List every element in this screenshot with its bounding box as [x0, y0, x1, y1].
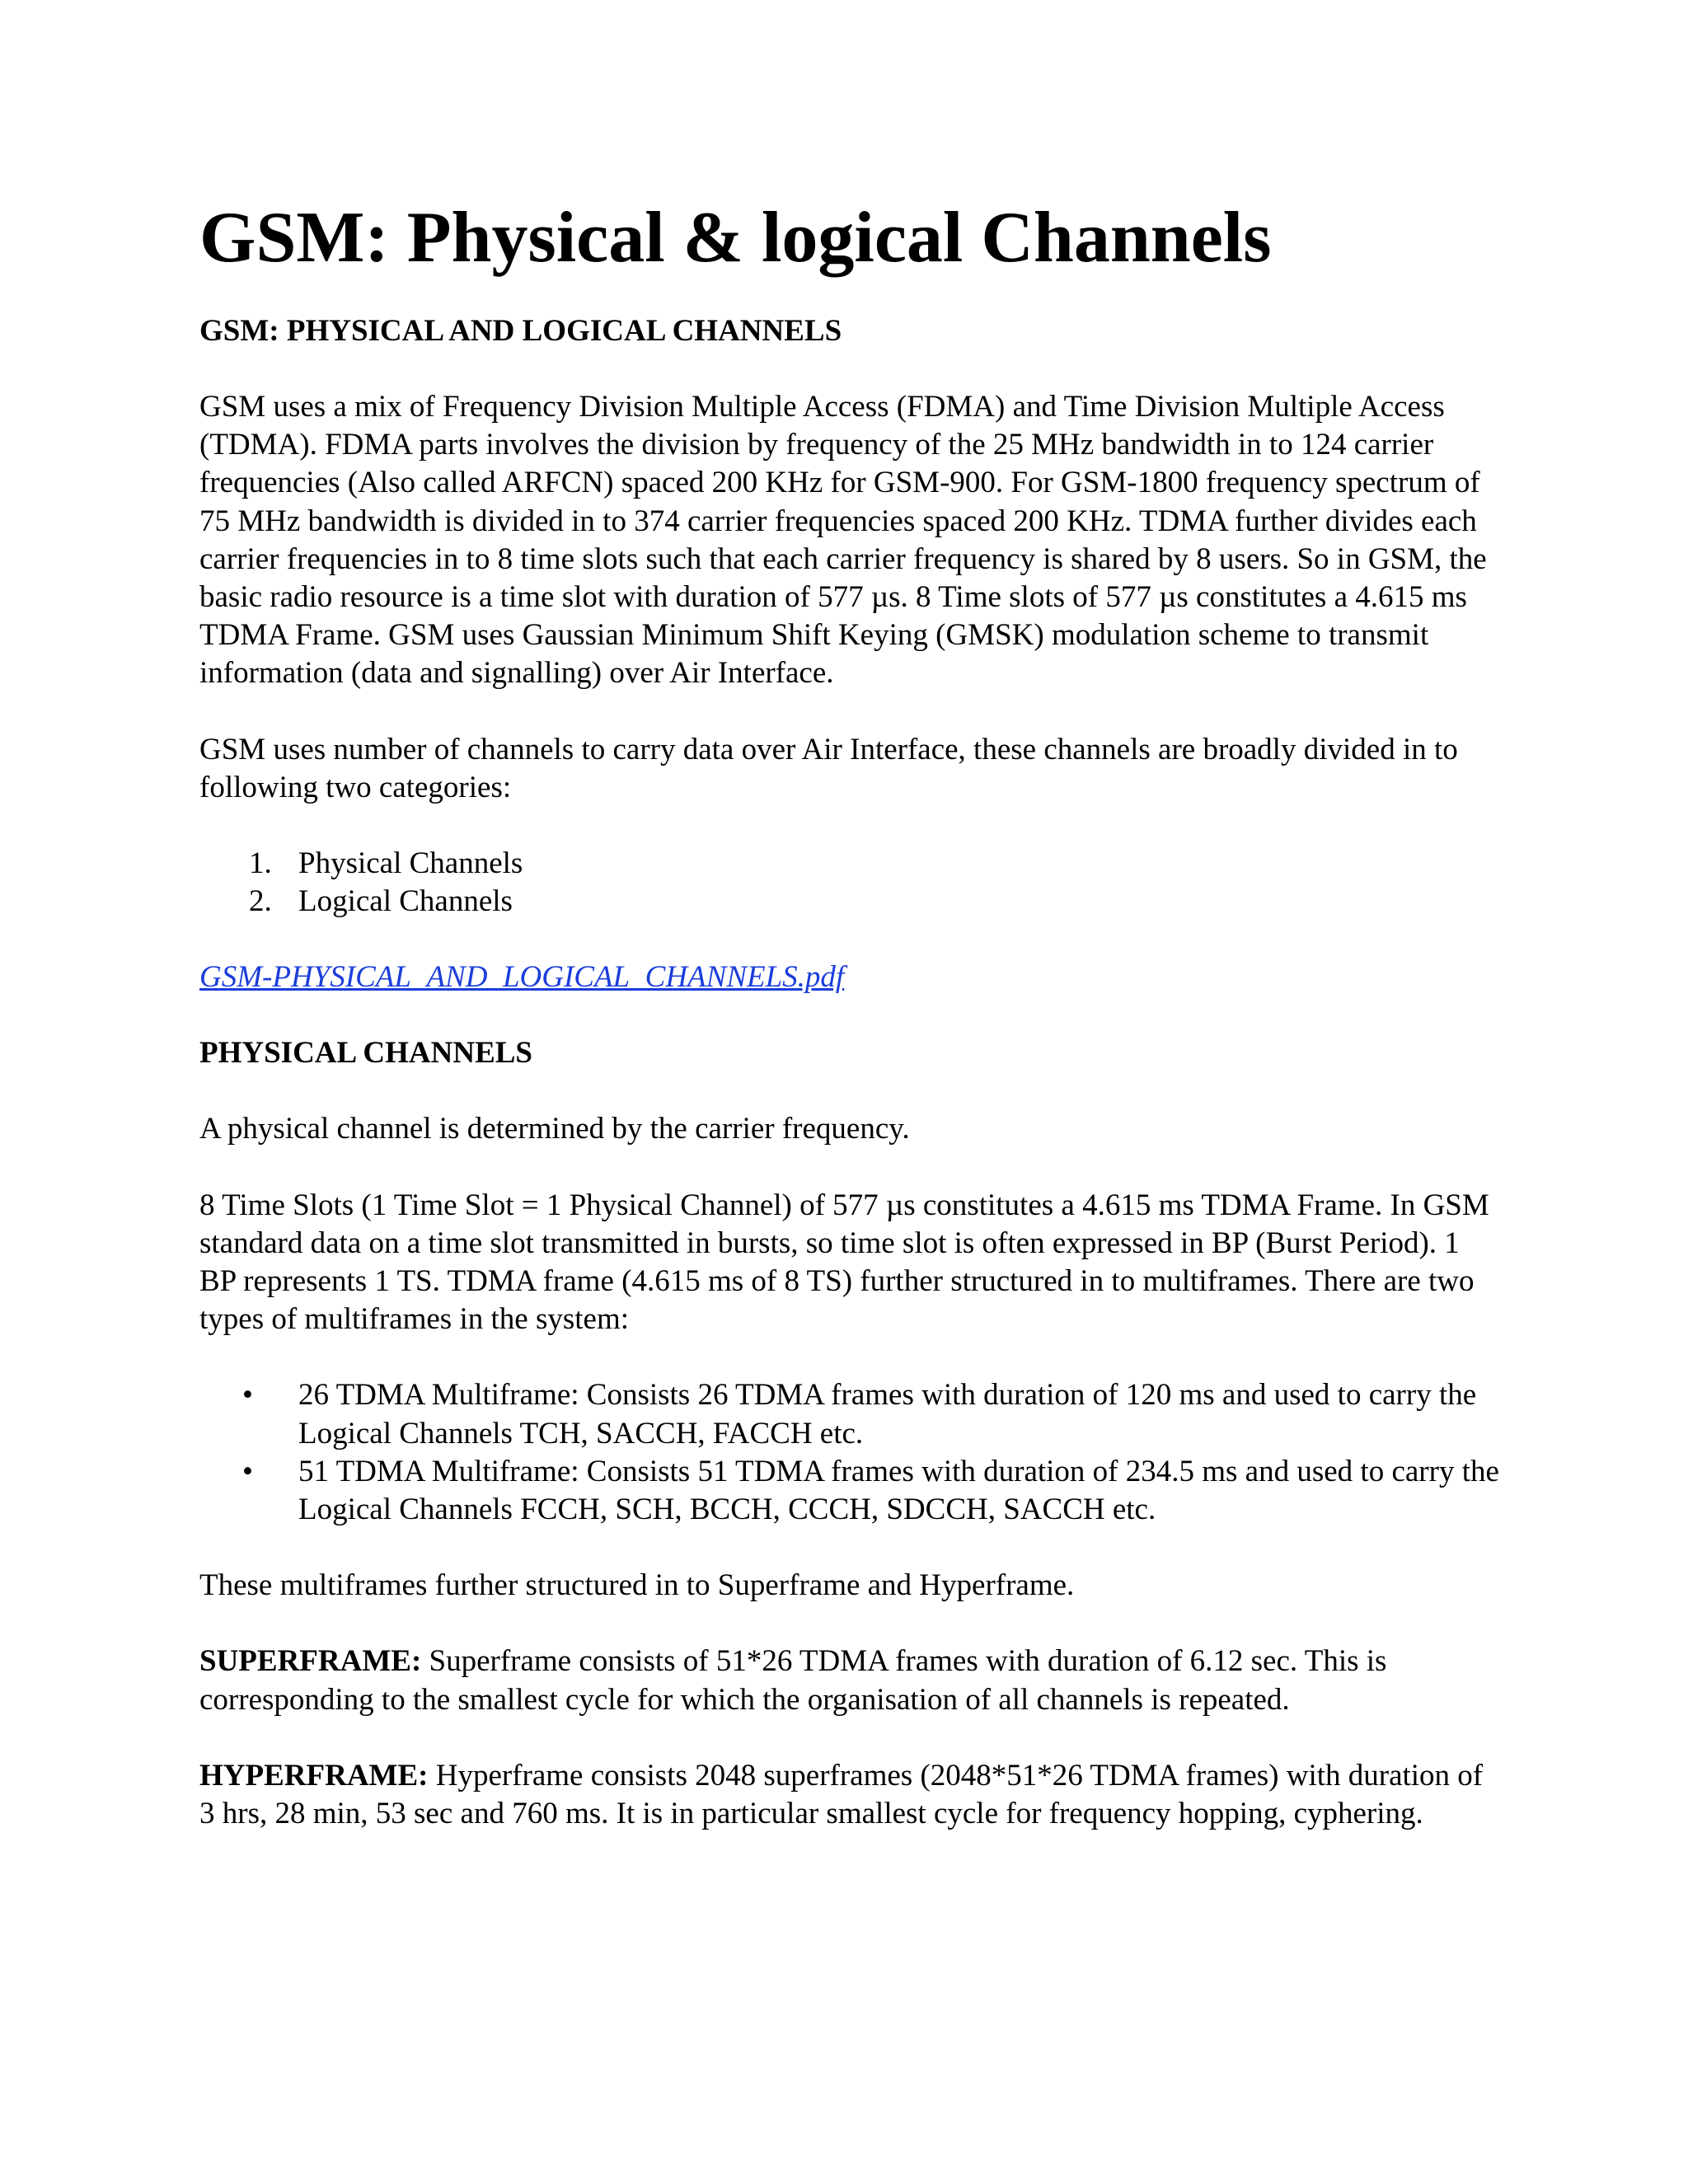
list-item — [199, 1453, 1502, 1529]
document-body — [199, 194, 1502, 1871]
hyperframe-paragraph — [199, 1757, 1502, 1833]
list-item — [199, 845, 1502, 883]
list-item — [199, 1376, 1502, 1452]
hyperframe-text: Hyperframe consists 2048 superframes (2048*51*26 TDMA frames) with duration of 3 hrs, 28 min, 53 sec and 760 ms. It is in particular smallest cycle for frequency hopping, cyphering. — [199, 1758, 1484, 1831]
bullet-icon: • — [242, 1454, 253, 1488]
list-item-label: Physical Channels — [298, 846, 523, 881]
list-number: 2. — [249, 884, 272, 919]
multiframe-list — [199, 1376, 1502, 1529]
hyperframe-label: HYPERFRAME: — [199, 1758, 429, 1793]
list-item — [199, 883, 1502, 921]
list-item-text: 51 TDMA Multiframe: Consists 51 TDMA frames with duration of 234.5 ms and used to carry the Logical Channels FCCH, SCH, BCCH, CCCH, SDCCH, SACCH etc. — [298, 1454, 1499, 1527]
channel-categories-list — [199, 845, 1502, 921]
page-title: GSM: Physical & logical Channels — [199, 198, 1272, 278]
timeslot-paragraph: 8 Time Slots (1 Time Slot = 1 Physical Channel) of 577 µs constitutes a 4.615 ms TDMA Frame. In GSM standard data on a time slot transmitted in bursts, so time slot is often expressed in BP (Burst Period). 1 BP represents 1 TS. TDMA frame (4.615 ms of 8 TS) further structured in to multiframes. There are two types of multiframes in the system: — [199, 1188, 1489, 1337]
channels-paragraph: GSM uses number of channels to carry data over Air Interface, these channels are broadly divided in to following two categories: — [199, 732, 1458, 804]
structure-paragraph: These multiframes further structured in to Superframe and Hyperframe. — [199, 1568, 1075, 1603]
superframe-text: Superframe consists of 51*26 TDMA frames with duration of 6.12 sec. This is corresponding to the smallest cycle for which the organisation of all channels is repeated. — [199, 1644, 1387, 1717]
list-item-label: Logical Channels — [298, 884, 513, 919]
bullet-icon: • — [242, 1378, 253, 1413]
physical-definition: A physical channel is determined by the carrier frequency. — [199, 1112, 910, 1146]
superframe-paragraph — [199, 1643, 1502, 1718]
pdf-download-link[interactable]: GSM-PHYSICAL_AND_LOGICAL_CHANNELS.pdf — [199, 960, 845, 995]
superframe-label: SUPERFRAME: — [199, 1644, 422, 1679]
list-item-text: 26 TDMA Multiframe: Consists 26 TDMA frames with duration of 120 ms and used to carry the Logical Channels TCH, SACCH, FACCH etc. — [298, 1378, 1477, 1451]
list-number: 1. — [249, 846, 272, 881]
physical-channels-heading: PHYSICAL CHANNELS — [199, 1036, 533, 1071]
intro-paragraph: GSM uses a mix of Frequency Division Multiple Access (FDMA) and Time Division Multiple Access (TDMA). FDMA parts involves the division by frequency of the 25 MHz bandwidth in to 124 carrier frequencies (Also called ARFCN) spaced 200 KHz for GSM-900. For GSM-1800 frequency spectrum of 75 MHz bandwidth is divided in to 374 carrier frequencies spaced 200 KHz. TDMA further divides each carrier frequencies in to 8 time slots such that each carrier frequency is shared by 8 users. So in GSM, the basic radio resource is a time slot with duration of 577 µs. 8 Time slots of 577 µs constitutes a 4.615 ms TDMA Frame. GSM uses Gaussian Minimum Shift Keying (GMSK) modulation scheme to transmit information (data and signalling) over Air Interface. — [199, 390, 1487, 691]
main-heading: GSM: PHYSICAL AND LOGICAL CHANNELS — [199, 314, 842, 348]
